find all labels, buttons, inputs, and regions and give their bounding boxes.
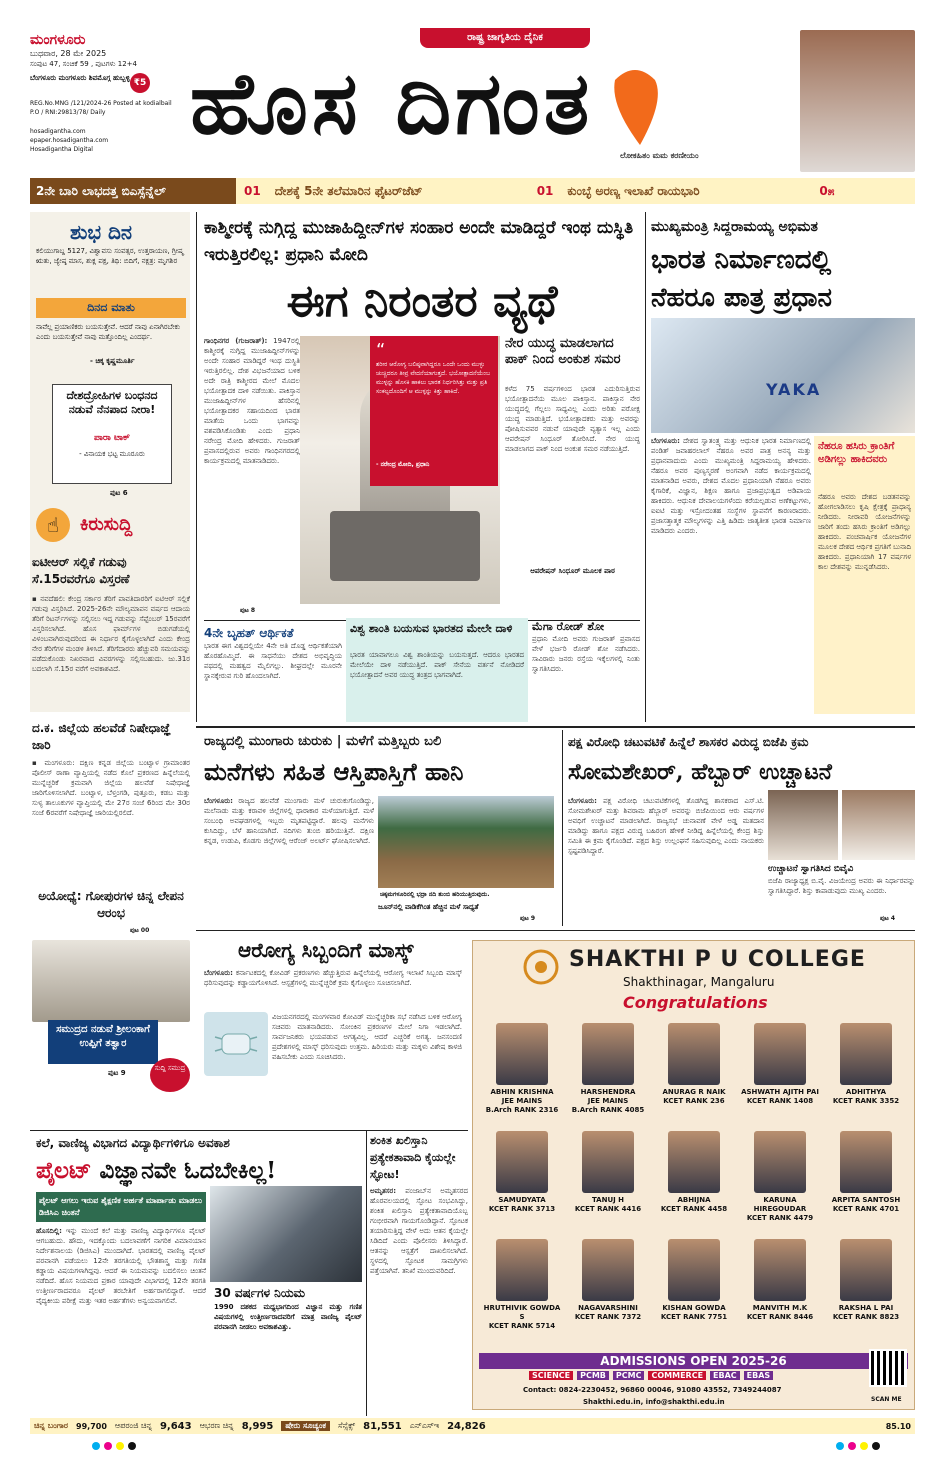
health-body-2: ವಿಜಯನಗರದಲ್ಲಿ ಮಂಗಳವಾರ ಕೋವಿಡ್ ಮುನ್ನೆಚ್ಚರಿಕಾ ಸಭೆ ನಡೆಸಿದ ಬಳಿಕ ಆರೋಗ್ಯ ಸಚಿವರು ಮಾತನಾಡಿದರು. ಸೋಂಕಿನ ಪ್ರಕರಣಗಳ ಮೇಲೆ ನಿಗಾ ಇಡಲಾಗಿದೆ. ಸಾರ್ವಜನಿಕರು ಭಯಪಡುವ ಅಗತ್ಯವಿಲ್ಲ. ಆದರೆ ಎಚ್ಚರಿಕೆ ಅಗತ್ಯ. ಜನಸಂದಣಿ ಪ್ರದೇಶಗಳಲ್ಲಿ ಮಾಸ್ಕ್ ಧರಿಸುವುದು ಉತ್ತಮ. ಹಿರಿಯರು ಮತ್ತು ಮಕ್ಕಳು ವಿಶೇಷ ಕಾಳಜಿ ವಹಿಸಬೇಕು ಎಂದು ಸೂಚಿಸಿದರು. [272, 1013, 462, 1061]
student-name: TANUJ H [591, 1196, 625, 1204]
gold-label: ಚಿನ್ನ ಬಂಗಾರ [34, 1421, 69, 1430]
student-name: KARUNA HIREGOUDAR [753, 1196, 807, 1213]
student-photo [840, 1239, 892, 1301]
student-photo [840, 1131, 892, 1193]
student-card [567, 1023, 649, 1115]
reg-mark-black-right [872, 1442, 880, 1450]
lead-body-1: ಗಾಂಧಿನಗರ (ಗುಜರಾತ್): 1947ರಲ್ಲಿ ಕಾಶ್ಮೀರಕ್ಕೆ ನುಗ್ಗಿದ್ದ ಮುಜಾಹಿದ್ದೀನ್‌ಗಳನ್ನು ಅಂದೇ ಸಂಹಾರ ಮಾಡಿದ್ದರೆ ಇಂಥ ದುಸ್ಥಿತಿ ಇರುತ್ತಿರಲಿಲ್ಲ. ದೇಶ ವಿಭಜನೆಯಾದ ಬಳಿಕ ಅದೇ ರಾತ್ರಿ ಕಾಶ್ಮೀರದ ಮೇಲೆ ಮೊದಲ ಭಯೋತ್ಪಾದಕ ದಾಳಿ ನಡೆಯಿತು. ಪಾಕಿಸ್ತಾನ ಮುಜಾಹಿದ್ದೀನ್‌ಗಳ ಹೆಸರಿನಲ್ಲಿ ಭಯೋತ್ಪಾದಕರ ಸಹಾಯದಿಂದ ಭಾರತ ಮಾತೆಯ ಒಂದು ಭಾಗವನ್ನು ವಶಪಡಿಸಿಕೊಂಡಿತು ಎಂದು ಪ್ರಧಾನಿ ನರೇಂದ್ರ ಮೋದಿ ಹೇಳಿದರು. ಗುಜರಾತ್ ಪ್ರವಾಸದಲ್ಲಿರುವ ಅವರು ಗಾಂಧಿನಗರದಲ್ಲಿ ಕಾರ್ಯಕ್ರಮದಲ್ಲಿ ಮಾತನಾಡಿದರು. [204, 337, 300, 465]
student-rank: KCET RANK 4701 [832, 1205, 900, 1213]
student-card [739, 1131, 821, 1223]
bjp-caption-head[interactable]: ಉಚ್ಚಾಟನೆ ಸ್ವಾಗತಿಸಿದ ಬಿವೈವಿ [768, 864, 854, 874]
student-photo [582, 1023, 634, 1085]
lead-box-3[interactable]: ಮೆಗಾ ರೋಡ್ ಶೋ ಪ್ರಧಾನಿ ಮೋದಿ ಅವರು ಗುಜರಾತ್ ಪ್ರವಾಸದ ವೇಳೆ ಭರ್ಜರಿ ರೋಡ್ ಶೋ ನಡೆಸಿದರು. ಸಾವಿರಾರು ಜನರು ರಸ್ತೆಯ ಇಕ್ಕೆಲಗಳಲ್ಲಿ ನಿಂತು ಸ್ವಾಗತಿಸಿದರು. [532, 620, 640, 673]
college-scan: SCAN ME [871, 1396, 902, 1403]
lead-box-3-title: ಮೆಗಾ ರೋಡ್ ಶೋ [532, 620, 605, 633]
student-name: ABHIJNA [677, 1196, 711, 1204]
student-photo [496, 1023, 548, 1085]
lead-kicker: ಕಾಶ್ಮೀರಕ್ಕೆ ನುಗ್ಗಿದ್ದ ಮುಜಾಹಿದ್ದೀನ್‌ಗಳ ಸಂಹಾರ ಅಂದೇ ಮಾಡಿದ್ದರೆ ಇಂಥ ದುಸ್ಥಿತಿ ಇರುತ್ತಿರಲಿಲ್ಲ: ಪ್ರಧಾನಿ ಮೋದಿ [204, 218, 634, 265]
rule-pilot [30, 1130, 468, 1131]
reg-mark-yellow-right [860, 1442, 868, 1450]
nifty-value: 24,826 [447, 1420, 486, 1432]
shubha-dina-title: ಶುಭ ದಿನ [70, 220, 132, 244]
ad-portrait-photo [800, 30, 915, 172]
student-card [653, 1131, 735, 1214]
lead-box-2[interactable]: ವಿಶ್ವ ಶಾಂತಿ ಬಯಸುವ ಭಾರತದ ಮೇಲೇ ದಾಳಿ ಭಾರತ ಯಾವಾಗಲೂ ವಿಶ್ವ ಶಾಂತಿಯನ್ನು ಬಯಸುತ್ತದೆ. ಆದರೂ ಭಾರತದ ಮೇಲೆಯೇ ದಾಳಿ ನಡೆಯುತ್ತಿದೆ. ಪಾಕ್ ಸೇನೆಯ ವರ್ತನೆ ನೋಡಿದರೆ ಭಯೋತ್ಪಾದನೆ ಅವರ ಯುದ್ಧ ತಂತ್ರದ ಭಾಗವಾಗಿದೆ. [346, 618, 528, 722]
sankita-headline[interactable]: ಶಂಕಿತ ಖಲಿಸ್ತಾನಿ ಪ್ರತ್ಯೇಕತಾವಾದಿ ಕೈಯಲ್ಲೇ ಸ್ಫೋಟ! [370, 1134, 456, 1181]
pilot-age-title: 30 ವರ್ಷಗಳ ನಿಯಮ [214, 1286, 306, 1300]
college-ad[interactable] [472, 940, 915, 1410]
nehru-photo [651, 318, 915, 433]
sankita-body: ಅಮೃತಸರ: ಪಂಜಾಬ್‌ನ ಅಮೃತಸರದ ಹೊರವಲಯದಲ್ಲಿ ಸ್ಫೋಟ ಸಂಭವಿಸಿದ್ದು, ಶಂಕಿತ ಖಲಿಸ್ತಾನಿ ಪ್ರತ್ಯೇಕತಾವಾದಿಯೊಬ್ಬ ಗಂಭೀರವಾಗಿ ಗಾಯಗೊಂಡಿದ್ದಾನೆ. ಸ್ಫೋಟಕ ತಯಾರಿಸುತ್ತಿದ್ದ ವೇಳೆ ಅದು ಆತನ ಕೈಯಲ್ಲೇ ಸಿಡಿದಿದೆ ಎಂದು ಪೊಲೀಸರು ತಿಳಿಸಿದ್ದಾರೆ. ಆತನನ್ನು ಆಸ್ಪತ್ರೆಗೆ ದಾಖಲಿಸಲಾಗಿದೆ. ಸ್ಥಳದಲ್ಲಿ ಸ್ಫೋಟಕ ಸಾಮಗ್ರಿಗಳು ಪತ್ತೆಯಾಗಿವೆ. ತನಿಖೆ ಮುಂದುವರಿದಿದೆ. [370, 1187, 468, 1275]
monsoon-page: ಪುಟ 9 [520, 915, 536, 922]
lead-box-2-title: ವಿಶ್ವ ಶಾಂತಿ ಬಯಸುವ ಭಾರತದ ಮೇಲೇ ದಾಳಿ [350, 622, 513, 635]
student-photo [668, 1023, 720, 1085]
nehru-dateline: ಬೆಂಗಳೂರು: [651, 437, 680, 445]
masthead-tagline: ರಾಷ್ಟ್ರ ಜಾಗೃತಿಯ ದೈನಿಕ [420, 28, 590, 48]
student-photo [754, 1131, 806, 1193]
student-name: ASHWATH AJITH PAI [741, 1088, 819, 1096]
monsoon-headline[interactable]: ಮನೆಗಳು ಸಹಿತ ಆಸ್ತಿಪಾಸ್ತಿಗೆ ಹಾನಿ [204, 757, 464, 786]
kiru-text-1: ▪ ನವದೆಹಲಿ: ಕೇಂದ್ರ ಸರ್ಕಾರ ತೆರಿಗೆ ಪಾವತಿದಾರರಿಗೆ ಐಟಿಆರ್ ಸಲ್ಲಿಕೆ ಗಡುವು ವಿಸ್ತರಿಸಿದೆ. 2025-26ನೇ ಮೌಲ್ಯಮಾಪನ ವರ್ಷದ ಆದಾಯ ತೆರಿಗೆ ರಿಟರ್ನ್‌ಗಳನ್ನು ಸಲ್ಲಿಸಲು ಇದ್ದ ಗಡುವನ್ನು ಸೆಪ್ಟೆಂಬರ್ 15ರವರೆಗೆ ವಿಸ್ತರಿಸಲಾಗಿದೆ. ಹೊಸ ಫಾರ್ಮ್‌ಗಳ ಬಿಡುಗಡೆಯಲ್ಲಿ ವಿಳಂಬವಾಗಿರುವುದರಿಂದ ಈ ನಿರ್ಧಾರ ಕೈಗೊಳ್ಳಲಾಗಿದೆ ಎಂದು ಕೇಂದ್ರ ನೇರ ತೆರಿಗೆಗಳ ಮಂಡಳಿ ತಿಳಿಸಿದೆ. ತೆರಿಗೆದಾರರು ಹೆಚ್ಚುವರಿ ಸಮಯವನ್ನು ಪಡೆದುಕೊಂಡು ನಿಖರವಾದ ವಿವರಗಳನ್ನು ಸಲ್ಲಿಸಬಹುದು. ಜು.31ರ ಬದಲಾಗಿ ಸೆ.15ರ ವರೆಗೆ ಅವಕಾಶವಿದೆ. [32, 595, 190, 673]
column-title: ದೇಶದ್ರೋಹಿಗಳ ಬಂಧನದ ನಡುವೆ ನೆನಪಾದ ನೀರಾ! [66, 389, 158, 416]
health-headline[interactable]: ಆರೋಗ್ಯ ಸಿಬ್ಬಂದಿಗೆ ಮಾಸ್ಕ್ [238, 938, 414, 962]
stream-pcmb: PCMB [577, 1371, 609, 1380]
kiru-text-2: ▪ ಮಂಗಳೂರು: ದಕ್ಷಿಣ ಕನ್ನಡ ಜಿಲ್ಲೆಯ ಬಂಟ್ವಾಳ ಗ್ರಾಮಾಂತರ ಪೊಲೀಸ್ ಠಾಣಾ ವ್ಯಾಪ್ತಿಯಲ್ಲಿ ನಡೆದ ಕೊಲೆ ಪ್ರಕರಣದ ಹಿನ್ನೆಲೆಯಲ್ಲಿ ಮುನ್ನೆಚ್ಚರಿಕೆ ಕ್ರಮವಾಗಿ ಜಿಲ್ಲೆಯ ಹಲವೆಡೆ ನಿಷೇಧಾಜ್ಞೆ ಜಾರಿಗೊಳಿಸಲಾಗಿದೆ. ಬಂಟ್ವಾಳ, ಬೆಳ್ತಂಗಡಿ, ಪುತ್ತೂರು, ಕಡಬ ಮತ್ತು ಸುಳ್ಯ ತಾಲೂಕುಗಳ ವ್ಯಾಪ್ತಿಯಲ್ಲಿ ಮೇ 27ರ ಸಂಜೆ 6ರಿಂದ ಮೇ 30ರ ಸಂಜೆ 6ರವರೆಗೆ ನಿಷೇಧಾಜ್ಞೆ ಜಾರಿಯಲ್ಲಿರಲಿದೆ. [32, 758, 190, 886]
student-rank: JEE MAINS [501, 1097, 543, 1105]
lead-box-1-title: 4ನೇ ಬೃಹತ್ ಆರ್ಥಿಕತೆ [204, 626, 294, 640]
ticker-page-3: 0೫ [819, 183, 835, 198]
lead-dateline: ಗಾಂಧಿನಗರ (ಗುಜರಾತ್): [204, 337, 268, 345]
student-rank: KCET RANK 3713 [488, 1205, 556, 1213]
rule-lead-right [645, 212, 646, 722]
salt-photo [32, 940, 190, 1022]
lead-continued: ಪುಟ 8 [240, 607, 256, 614]
student-rank: KCET RANK 7372 [574, 1313, 642, 1321]
college-contact: Contact: 0824-2230452, 96860 00046, 91080 43552, 7349244087 [523, 1386, 782, 1394]
bjp-body: ಬೆಂಗಳೂರು: ಪಕ್ಷ ವಿರೋಧಿ ಚಟುವಟಿಕೆಗಳಲ್ಲಿ ತೊಡಗಿದ್ದ ಶಾಸಕರಾದ ಎಸ್.ಟಿ. ಸೋಮಶೇಖರ್ ಮತ್ತು ಶಿವರಾಮ ಹೆಬ್ಬಾರ್ ಅವರನ್ನು ಬಿಜೆಪಿಯಿಂದ ಆರು ವರ್ಷಗಳ ಅವಧಿಗೆ ಉಚ್ಚಾಟನೆ ಮಾಡಲಾಗಿದೆ. ರಾಜ್ಯಸಭೆ ಚುನಾವಣೆ ವೇಳೆ ಅಡ್ಡ ಮತದಾನ ಮಾಡಿದ್ದು ಹಾಗೂ ಪಕ್ಷದ ವಿರುದ್ಧ ಬಹಿರಂಗ ಹೇಳಿಕೆ ನೀಡಿದ್ದ ಹಿನ್ನೆಲೆಯಲ್ಲಿ ಕೇಂದ್ರ ಶಿಸ್ತು ಸಮಿತಿ ಈ ಕ್ರಮ ಕೈಗೊಂಡಿದೆ. ಪಕ್ಷದ ಶಿಸ್ತು ಉಲ್ಲಂಘನೆ ಸಹಿಸುವುದಿಲ್ಲ ಎಂದು ನಾಯಕರು ಸ್ಪಷ್ಟಪಡಿಸಿದ್ದಾರೆ. [568, 797, 764, 855]
bjp-kicker: ಪಕ್ಷ ವಿರೋಧಿ ಚಟುವಟಿಕೆ ಹಿನ್ನೆಲೆ ಶಾಸಕರ ವಿರುದ್ಧ ಬಿಜೆಪಿ ಕ್ರಮ [568, 735, 809, 749]
market-footer [30, 1418, 915, 1434]
student-name: ANURAG R NAIK [662, 1088, 726, 1096]
rule-left-lead [196, 212, 197, 722]
student-photo [496, 1239, 548, 1301]
silver-label: ಆಪರಂಜಿ ಚಿನ್ನ [114, 1421, 152, 1430]
silver-value: 9,643 [159, 1420, 192, 1432]
student-name: HRUTHIVIK GOWDA S [483, 1304, 561, 1321]
student-card [567, 1239, 649, 1322]
website-link[interactable]: hosadigantha.com [30, 128, 86, 135]
bjp-headline[interactable]: ಸೋಮಶೇಖರ್, ಹೆಬ್ಬಾರ್ ಉಚ್ಚಾಟನೆ [568, 759, 832, 785]
lead-headline[interactable]: ಈಗ ನಿರಂತರ ವ್ಯಥೆ [286, 276, 558, 327]
kiru-headline-3[interactable]: ಅಯೋಧ್ಯೆ: ಗೋಪುರಗಳ ಚಿನ್ನ ಲೇಪನ ಆರಂಭ [38, 889, 184, 920]
reg-mark-magenta [104, 1442, 112, 1450]
student-rank: KCET RANK 3352 [832, 1097, 900, 1105]
hebbar-photo [842, 790, 915, 860]
other-label: ಆಭರಣ ಚಿನ್ನ [199, 1421, 234, 1430]
student-name: ARPITA SANTOSH [831, 1196, 901, 1204]
health-body-1: ಬೆಂಗಳೂರು: ಕರ್ನಾಟಕದಲ್ಲಿ ಕೋವಿಡ್ ಪ್ರಕರಣಗಳು ಹೆಚ್ಚುತ್ತಿರುವ ಹಿನ್ನೆಲೆಯಲ್ಲಿ ಆರೋಗ್ಯ ಇಲಾಖೆ ಸಿಬ್ಬಂದಿ ಮಾಸ್ಕ್ ಧರಿಸುವುದನ್ನು ಕಡ್ಡಾಯಗೊಳಿಸಿದೆ. ಆಸ್ಪತ್ರೆಗಳಲ್ಲಿ ಮುನ್ನೆಚ್ಚರಿಕೆ ಕ್ರಮ ಕೈಗೊಳ್ಳಲು ಸೂಚಿಸಲಾಗಿದೆ. [204, 969, 462, 987]
student-card [653, 1023, 735, 1106]
ticker-item-3[interactable]: ಕುಂಬ್ಳೆ ಅರಣ್ಯ ಇಲಾಖೆ ರಾಯಭಾರಿ [567, 183, 700, 198]
student-photo [754, 1023, 806, 1085]
column-author: - ವಿನಾಯಕ ಭಟ್ಟ ಮೂರೂರು [79, 450, 145, 458]
student-rank: KCET RANK 4479 [746, 1214, 814, 1222]
college-name: SHAKTHI P U COLLEGE [569, 947, 866, 972]
cockpit-photo [210, 1186, 362, 1282]
nehru-photo-text: YAKA [766, 380, 822, 399]
dinada-matu-title: ದಿನದ ಮಾತು [36, 298, 186, 318]
sankita-dateline: ಅಮೃತಸರ: [370, 1187, 397, 1195]
student-photo [668, 1131, 720, 1193]
shubha-dina-text: ಕಲಿಯುಗಾಬ್ದ 5127, ವಿಶ್ವಾವಸು ಸಂವತ್ಸರ, ಉತ್ತರಾಯಣ, ಗ್ರೀಷ್ಮ ಋತು, ಜ್ಯೇಷ್ಠ ಮಾಸ, ಶುಕ್ಲ ಪಕ್ಷ, ತಿಥಿ: ಬಿದಿಗೆ, ನಕ್ಷತ್ರ: ಮೃಗಶಿರ [36, 247, 184, 265]
monsoon-caption-1: ಚಿಕ್ಕಮಗಳೂರಿನಲ್ಲಿ ಭದ್ರಾ ನದಿ ತುಂಬಿ ಹರಿಯುತ್ತಿರುವುದು. [380, 891, 490, 898]
pilot-headline-rest: ವಿಜ್ಞಾನವೇ ಓದಬೇಕಿಲ್ಲ! [99, 1157, 277, 1184]
dinada-matu-author: - ಚಿಕ್ಕ ಕೃಷ್ಣಮೂರ್ತಿ [90, 357, 135, 365]
pilot-age-text: 1990 ದಶಕದ ಮಧ್ಯಭಾಗದಿಂದ ವಿಜ್ಞಾನ ಮತ್ತು ಗಣಿತ ವಿಷಯಗಳಲ್ಲಿ ಉತ್ತೀರ್ಣರಾದವರಿಗೆ ಮಾತ್ರ ವಾಣಿಜ್ಯ ಪೈಲಟ್ ಪರವಾನಗಿ ನೀಡಲು ಅವಕಾಶವಿತ್ತು. [214, 1303, 362, 1331]
masthead-left [30, 32, 175, 154]
lead-quote-box [370, 336, 498, 486]
kiru-suddi-title: ಕಿರುಸುದ್ದಿ [80, 514, 133, 535]
lead-quote-author: - ನರೇಂದ್ರ ಮೋದಿ, ಪ್ರಧಾನಿ [376, 461, 430, 468]
student-card [825, 1023, 907, 1106]
student-card [567, 1131, 649, 1214]
college-congrats: Congratulations [623, 993, 768, 1012]
mask-icon [204, 1012, 268, 1076]
student-card [481, 1023, 563, 1115]
pilot-body: ಹೊಸದಿಲ್ಲಿ: ಇನ್ನು ಮುಂದೆ ಕಲೆ ಮತ್ತು ವಾಣಿಜ್ಯ ವಿದ್ಯಾರ್ಥಿಗಳೂ ಪೈಲಟ್ ಆಗಬಹುದು. ಹೌದು, ಇದಕ್ಕೊಂದು ಬದಲಾವಣೆಗೆ ನಾಗರಿಕ ವಿಮಾನಯಾನ ನಿರ್ದೇಶನಾಲಯ (ಡಿಜಿಸಿಎ) ಮುಂದಾಗಿದೆ. ಭಾರತದಲ್ಲಿ ವಾಣಿಜ್ಯ ಪೈಲಟ್ ಪರವಾನಗಿ ಪಡೆಯಲು 12ನೇ ತರಗತಿಯಲ್ಲಿ ಭೌತಶಾಸ್ತ್ರ ಮತ್ತು ಗಣಿತ ಕಡ್ಡಾಯ ವಿಷಯಗಳಾಗಿದ್ದವು. ಆದರೆ ಈ ನಿಯಮವನ್ನು ಬದಲಿಸಲು ಚಿಂತನೆ ನಡೆದಿದೆ. ಹೊಸ ನಿಯಮದ ಪ್ರಕಾರ ಯಾವುದೇ ವಿಭಾಗದಲ್ಲಿ 12ನೇ ತರಗತಿ ಉತ್ತೀರ್ಣರಾದವರೂ ಪೈಲಟ್ ತರಬೇತಿಗೆ ಅರ್ಹರಾಗಲಿದ್ದಾರೆ. ಆದರೆ ವೈದ್ಯಕೀಯ ಪರೀಕ್ಷೆ ಮತ್ತು ಇತರ ಅರ್ಹತೆಗಳು ಅನ್ವಯವಾಗಲಿವೆ. [36, 1227, 206, 1305]
student-rank-detail: B.Arch RANK 2316 [485, 1106, 559, 1114]
pilot-headline-red: ಪೈಲಟ್ [36, 1157, 92, 1184]
kiru-page-3: ಪುಟ 00 [130, 927, 150, 934]
student-card [653, 1239, 735, 1322]
student-photo [496, 1131, 548, 1193]
ticker-item-1[interactable]: 2ನೇ ಬಾರಿ ಲಾಭದತ್ತ ಬಿಎಸ್ಸೆನ್ನೆಲ್ [30, 178, 236, 204]
usd-value: 85.10 [885, 1421, 911, 1431]
nehru-sidebar[interactable]: ನೆಹರೂ ಹಸಿರು ಕ್ರಾಂತಿಗೆ ಅಡಿಗಲ್ಲು ಹಾಕಿದವರು ನೆಹರೂ ಅವರು ದೇಶದ ಬಡತನವನ್ನು ಹೋಗಲಾಡಿಸಲು ಕೃಷಿ ಕ್ಷೇತ್ರಕ್ಕೆ ಪ್ರಾಧಾನ್ಯ ನೀಡಿದರು. ನೀರಾವರಿ ಯೋಜನೆಗಳನ್ನು ಜಾರಿಗೆ ತಂದು ಹಸಿರು ಕ್ರಾಂತಿಗೆ ಅಡಿಗಲ್ಲು ಹಾಕಿದರು. ಪಂಚವಾರ್ಷಿಕ ಯೋಜನೆಗಳ ಮೂಲಕ ದೇಶದ ಆರ್ಥಿಕ ಪ್ರಗತಿಗೆ ಬುನಾದಿ ಹಾಕಿದರು. ಪ್ರಧಾನಿಯಾಗಿ 17 ವರ್ಷಗಳ ಕಾಲ ದೇಶವನ್ನು ಮುನ್ನಡೆಸಿದರು. [814, 436, 915, 714]
other-value: 8,995 [241, 1420, 274, 1432]
stream-pcmc: PCMC [613, 1371, 645, 1380]
college-admissions: ADMISSIONS OPEN 2025-26 [479, 1353, 908, 1369]
college-logo-icon [521, 947, 561, 987]
student-rank-detail: B.Arch RANK 4085 [571, 1106, 645, 1114]
rule-pilot-sankita [366, 1130, 367, 1416]
student-rank: KCET RANK 8446 [746, 1313, 814, 1321]
student-rank: KCET RANK 4458 [660, 1205, 728, 1213]
student-name: SAMUDYATA [498, 1196, 546, 1204]
student-rank: KCET RANK 7751 [660, 1313, 728, 1321]
column-tag: ಪಾರಾ ಟಾಕ್ [93, 433, 131, 443]
student-photo [582, 1239, 634, 1301]
stream-science: SCIENCE [529, 1371, 573, 1380]
reg-mark-black [128, 1442, 136, 1450]
lead-side-body: ಕಳೆದ 75 ವರ್ಷಗಳಿಂದ ಭಾರತ ಎದುರಿಸುತ್ತಿರುವ ಭಯೋತ್ಪಾದನೆಯ ಮೂಲ ಪಾಕಿಸ್ತಾನ. ಪಾಕಿಸ್ತಾನ ನೇರ ಯುದ್ಧದಲ್ಲಿ ಗೆಲ್ಲಲು ಸಾಧ್ಯವಿಲ್ಲ ಎಂದು ಅರಿತು ಪರೋಕ್ಷ ಯುದ್ಧ ಮಾಡುತ್ತಿದೆ. ಭಯೋತ್ಪಾದಕರು ಮತ್ತು ಅವರನ್ನು ಪೋಷಿಸುವವರ ನಡುವೆ ಯಾವುದೇ ವ್ಯತ್ಯಾಸ ಇಲ್ಲ ಎಂದು ಆಪರೇಷನ್ ಸಿಂಧೂರ್ ತೋರಿಸಿದೆ. ನೇರ ಯುದ್ಧ ಮಾಡಲಾಗದ ಪಾಕ್ ನಿಂದ ಅಂಕುಶ ಸಮರ ನಡೆಯುತ್ತಿದೆ. [505, 385, 640, 453]
rule-mid [196, 726, 915, 728]
dinada-matu-text: ನಾವೆಲ್ಲ ಪ್ರಯಾಣಿಕರು ಬಯಸುತ್ತೇವೆ. ಆದರೆ ನಾವು ಏನಾಗಿರಬೇಕು ಎಂದು ಬಯಸುತ್ತೇವೆ ನಾವು ಮತ್ತೊಂದಿಲ್ಲ ಎಂದರ್ಥ. [36, 323, 181, 341]
edition-list: ಬೆಂಗಳೂರು ಮಂಗಳೂರು ಶಿವಮೊಗ್ಗ ಹುಬ್ಬಳ್ಳಿ [30, 74, 130, 82]
sensex-label: ಸೆನ್ಸೆಕ್ಸ್ [338, 1421, 356, 1430]
health-dateline: ಬೆಂಗಳೂರು: [204, 969, 233, 977]
lead-quote: ಶರೀರ ಆರೋಗ್ಯ ಬಲಿಷ್ಠವಾಗಿದ್ದರೂ ಒಂದೇ ಒಂದು ಮುಳ್ಳು ಚುಚ್ಚಿದರೂ ತೀವ್ರ ವೇದನೆಯಾಗುತ್ತದೆ. ಭಯೋತ್ಪಾದನೆಯೆಂಬ ಮುಳ್ಳನ್ನು ಹೊಸಕಿ ಹಾಕಲು ಭಾರತ ನಿರ್ಧರಿಸಿತ್ತು ಮತ್ತು ಪ್ರತಿ ಸಂಕಲ್ಪದೊಂದಿಗೆ ಆ ಮುಳ್ಳನ್ನು ಕಿತ್ತು ಹಾಕಿದೆ. [376, 361, 491, 395]
lead-side-title[interactable]: ನೇರ ಯುದ್ಧ ಮಾಡಲಾಗದ ಪಾಕ್ ನಿಂದ ಅಂಕುಶ ಸಮರ [505, 336, 621, 367]
suddi-badge: ಸುದ್ದಿ ಸಮುದ್ರ [150, 1058, 190, 1092]
student-photo [668, 1239, 720, 1301]
student-photo [840, 1023, 892, 1085]
issue-date: ಬುಧವಾರ, 28 ಮೇ 2025 [30, 49, 107, 58]
gold-value: 99,700 [76, 1421, 107, 1431]
bjp-page: ಪುಟ 4 [880, 915, 896, 922]
student-card [481, 1131, 563, 1214]
rule-lower [196, 930, 915, 931]
student-rank: KCET RANK 5714 [488, 1322, 556, 1330]
price-badge: ₹5 [130, 73, 150, 93]
student-photo [582, 1131, 634, 1193]
masthead-emblem [600, 60, 670, 150]
student-name: NAGAVARSHINI [578, 1304, 638, 1312]
monsoon-caption-2[interactable]: ಜೂನ್‌ನಲ್ಲಿ ವಾಡಿಕೆಗಿಂತ ಹೆಚ್ಚಿನ ಮಳೆ ಸಾಧ್ಯತೆ [378, 903, 479, 911]
reg-mark-cyan [92, 1442, 100, 1450]
lead-side-caption: ಆಪರೇಷನ್ ಸಿಂಧೂರ್ ಮೂಲಕ ಪಾಠ [530, 567, 615, 575]
bjp-dateline: ಬೆಂಗಳೂರು: [568, 797, 597, 805]
monsoon-kicker: ರಾಜ್ಯದಲ್ಲಿ ಮುಂಗಾರು ಚುರುಕು | ಮಳೆಗೆ ಮತ್ತಿಬ್ಬರು ಬಲಿ [204, 734, 442, 749]
pilot-dateline: ಹೊಸದಿಲ್ಲಿ: [36, 1227, 62, 1235]
student-card [739, 1023, 821, 1106]
youtube-link[interactable]: Hosadigantha Digital [30, 146, 93, 153]
sensex-value: 81,551 [363, 1420, 402, 1432]
pilot-kicker: ಕಲೆ, ವಾಣಿಜ್ಯ ವಿಭಾಗದ ವಿದ್ಯಾರ್ಥಿಗಳಿಗೂ ಅವಕಾಶ [36, 1136, 230, 1150]
student-rank: KCET RANK 1408 [746, 1097, 814, 1105]
epaper-link[interactable]: epaper.hosadigantha.com [30, 137, 109, 144]
student-rank: JEE MAINS [587, 1097, 629, 1105]
salt-page: ಪುಟ 9 [108, 1069, 126, 1077]
lead-box-1[interactable]: 4ನೇ ಬೃಹತ್ ಆರ್ಥಿಕತೆ ಭಾರತ ಈಗ ವಿಶ್ವದಲ್ಲಿಯೇ 4ನೇ ಅತಿ ದೊಡ್ಡ ಆರ್ಥಿಕತೆಯಾಗಿ ಹೊರಹೊಮ್ಮಿದೆ. ಈ ಸಾಧನೆಯು ದೇಶದ ಅಭಿವೃದ್ಧಿಯ ಪಥದಲ್ಲಿ ಮಹತ್ವದ ಮೈಲಿಗಲ್ಲು. ಶೀಘ್ರದಲ್ಲೇ ಮೂರನೇ ಸ್ಥಾನಕ್ಕೇರುವ ಗುರಿ ಹೊಂದಲಾಗಿದೆ. [204, 626, 342, 680]
nifty-label: ಎನ್‌ಎಸ್‌ಇ [409, 1421, 440, 1430]
nehru-body: ಬೆಂಗಳೂರು: ದೇಶದ ಸ್ವಾತಂತ್ರ್ಯ ಮತ್ತು ಆಧುನಿಕ ಭಾರತ ನಿರ್ಮಾಣದಲ್ಲಿ ಪಂಡಿತ್ ಜವಾಹರಲಾಲ್ ನೆಹರೂ ಅವರ ಪಾತ್ರ ಅನನ್ಯ ಮತ್ತು ಪ್ರಧಾನವಾದುದು ಎಂದು ಮುಖ್ಯಮಂತ್ರಿ ಸಿದ್ದರಾಮಯ್ಯ ಹೇಳಿದರು. ನೆಹರೂ ಅವರ ಪುಣ್ಯಸ್ಮರಣೆ ಅಂಗವಾಗಿ ನಡೆದ ಕಾರ್ಯಕ್ರಮದಲ್ಲಿ ಮಾತನಾಡಿದ ಅವರು, ದೇಶದ ಮೊದಲ ಪ್ರಧಾನಿಯಾಗಿ ನೆಹರೂ ಅವರು ಕೈಗಾರಿಕೆ, ವಿಜ್ಞಾನ, ಶಿಕ್ಷಣ ಹಾಗೂ ಪ್ರಜಾಪ್ರಭುತ್ವದ ಅಡಿಪಾಯ ಹಾಕಿದರು. ಆಧುನಿಕ ದೇವಾಲಯಗಳೆಂದು ಕರೆಯಲ್ಪಡುವ ಅಣೆಕಟ್ಟುಗಳು, ಐಐಟಿ ಮತ್ತು ಇಸ್ರೋದಂತಹ ಸಂಸ್ಥೆಗಳ ಸ್ಥಾಪನೆಗೆ ಕಾರಣರಾದರು. ಪ್ರಜಾಸತ್ತಾತ್ಮಕ ಮೌಲ್ಯಗಳನ್ನು ಎತ್ತಿ ಹಿಡಿದು ಜಾತ್ಯತೀತ ಭಾರತ ನಿರ್ಮಾಣ ಮಾಡಿದರು ಎಂದರು. [651, 437, 811, 535]
stream-ebas: EBAS [744, 1371, 774, 1380]
student-card [481, 1239, 563, 1331]
student-name: KISHAN GOWDA [662, 1304, 726, 1312]
kiru-headline-2[interactable]: ದ.ಕ. ಜಿಲ್ಲೆಯ ಹಲವೆಡೆ ನಿಷೇಧಾಜ್ಞೆ ಜಾರಿ [32, 720, 190, 756]
student-photo [754, 1239, 806, 1301]
quote-icon: “ [376, 340, 386, 361]
reg-mark-cyan-right [836, 1442, 844, 1450]
ticker-page-1: 01 [244, 184, 261, 198]
student-card [825, 1239, 907, 1322]
nehru-sidebar-title: ನೆಹರೂ ಹಸಿರು ಕ್ರಾಂತಿಗೆ ಅಡಿಗಲ್ಲು ಹಾಕಿದವರು [818, 441, 895, 465]
india-map-icon [600, 60, 670, 150]
reg-number: REG.No.MNG /121/2024-26 Posted at kodialbail P.O / RNI:29813/78/ Daily [30, 100, 172, 116]
student-name: HARSHENDRA [580, 1088, 636, 1096]
student-name: MANVITH M.K [752, 1304, 808, 1312]
college-streams [529, 1371, 859, 1380]
salt-story-title[interactable]: ಸಮುದ್ರದ ನಡುವೆ ಶ್ರೀಲಂಕಾಗೆ ಉಪ್ಪಿಗೆ ತತ್ವಾರ [48, 1020, 158, 1064]
kiru-headline-1[interactable]: ಐಟೀಆರ್ ಸಲ್ಲಿಕೆ ಗಡುವು ಸೆ.15ರವರೆಗೂ ವಿಸ್ತರಣೆ [32, 555, 130, 586]
monsoon-dateline: ಬೆಂಗಳೂರು: [204, 797, 233, 805]
pilot-strap: ಪೈಲಟ್ ಆಗಲು ಇರುವ ಶೈಕ್ಷಣಿಕ ಅರ್ಹತೆ ಮಾರ್ಪಾಡು ಮಾಡಲು ಡಿಜಿಸಿಎ ಚಿಂತನೆ [36, 1192, 206, 1222]
column-box[interactable] [52, 384, 172, 484]
column-page: ಪುಟ 6 [110, 489, 128, 497]
river-photo [378, 796, 554, 888]
reg-mark-magenta-right [848, 1442, 856, 1450]
qr-code-icon[interactable] [869, 1349, 907, 1387]
college-place: Shakthinagar, Mangaluru [623, 975, 775, 989]
masthead-motto: ಲೋಕಹಿತಂ ಮಮ ಕರಣೀಯಂ [620, 151, 699, 160]
thumbs-icon: ☝ [36, 508, 70, 542]
newspaper-title: ಹೊಸ ದಿಗಂತ [190, 53, 594, 154]
stream-ebac: EBAC [710, 1371, 740, 1380]
student-card [825, 1131, 907, 1214]
college-web[interactable]: Shakthi.edu.in, info@shakthi.edu.in [583, 1398, 725, 1406]
student-name: ADHITHYA [845, 1088, 887, 1096]
market-label: ಷೇರು ಸೂಚ್ಯಂಕ [281, 1421, 330, 1431]
edition-city: ಮಂಗಳೂರು [30, 32, 86, 48]
student-rank: KCET RANK 8823 [832, 1313, 900, 1321]
nehru-headline-2[interactable]: ನೆಹರೂ ಪಾತ್ರ ಪ್ರಧಾನ [651, 283, 832, 313]
issue-volume: ಸಂಪುಟ 47, ಸಂಚಿಕೆ 59 , ಪುಟಗಳು 12+4 [30, 60, 137, 68]
rule-monsoon-bjp [562, 730, 563, 926]
ticker-bar [30, 178, 915, 204]
student-rank: KCET RANK 4416 [574, 1205, 642, 1213]
pilot-headline[interactable] [36, 1154, 366, 1188]
nehru-kicker: ಮುಖ್ಯಮಂತ್ರಿ ಸಿದ್ದರಾಮಯ್ಯ ಅಭಿಮತ [651, 219, 818, 235]
student-name: ABHIN KRISHNA [490, 1088, 554, 1096]
ticker-item-2[interactable]: ದೇಶಕ್ಕೆ 5ನೇ ತಲೆಮಾರಿನ ಫೈಟರ್‌ಜೆಟ್ [274, 183, 423, 198]
monsoon-body-1: ಬೆಂಗಳೂರು: ರಾಜ್ಯದ ಹಲವೆಡೆ ಮುಂಗಾರು ಮಳೆ ಚುರುಕುಗೊಂಡಿದ್ದು, ಮಲೆನಾಡು ಮತ್ತು ಕರಾವಳಿ ಜಿಲ್ಲೆಗಳಲ್ಲಿ ಧಾರಾಕಾರ ಮಳೆಯಾಗುತ್ತಿದೆ. ಮಳೆ ಸಂಬಂಧಿ ಅವಘಡಗಳಲ್ಲಿ ಇಬ್ಬರು ಮೃತಪಟ್ಟಿದ್ದಾರೆ. ಹಲವು ಮನೆಗಳು ಕುಸಿದಿದ್ದು, ಬೆಳೆ ಹಾನಿಯಾಗಿದೆ. ನದಿಗಳು ತುಂಬಿ ಹರಿಯುತ್ತಿವೆ. ದಕ್ಷಿಣ ಕನ್ನಡ, ಉಡುಪಿ, ಕೊಡಗು ಜಿಲ್ಲೆಗಳಲ್ಲಿ ಆರೆಂಜ್ ಅಲರ್ಟ್ ಘೋಷಿಸಲಾಗಿದೆ. [204, 797, 374, 845]
ticker-page-2: 01 [536, 184, 554, 198]
reg-mark-yellow [116, 1442, 124, 1450]
student-name: RAKSHA L PAI [838, 1304, 894, 1312]
student-card [739, 1239, 821, 1322]
student-rank: KCET RANK 236 [663, 1097, 725, 1105]
bjp-caption-body: ಬಿಜೆಪಿ ರಾಜ್ಯಾಧ್ಯಕ್ಷ ಬಿ.ವೈ. ವಿಜಯೇಂದ್ರ ಅವರು ಈ ನಿರ್ಧಾರವನ್ನು ಸ್ವಾಗತಿಸಿದ್ದಾರೆ. ಶಿಸ್ತು ಕಾಪಾಡುವುದು ಮುಖ್ಯ ಎಂದರು. [768, 877, 915, 895]
nehru-headline-1[interactable]: ಭಾರತ ನಿರ್ಮಾಣದಲ್ಲಿ [651, 245, 832, 275]
somashekar-photo [768, 790, 838, 860]
stream-commerce: COMMERCE [648, 1371, 706, 1380]
